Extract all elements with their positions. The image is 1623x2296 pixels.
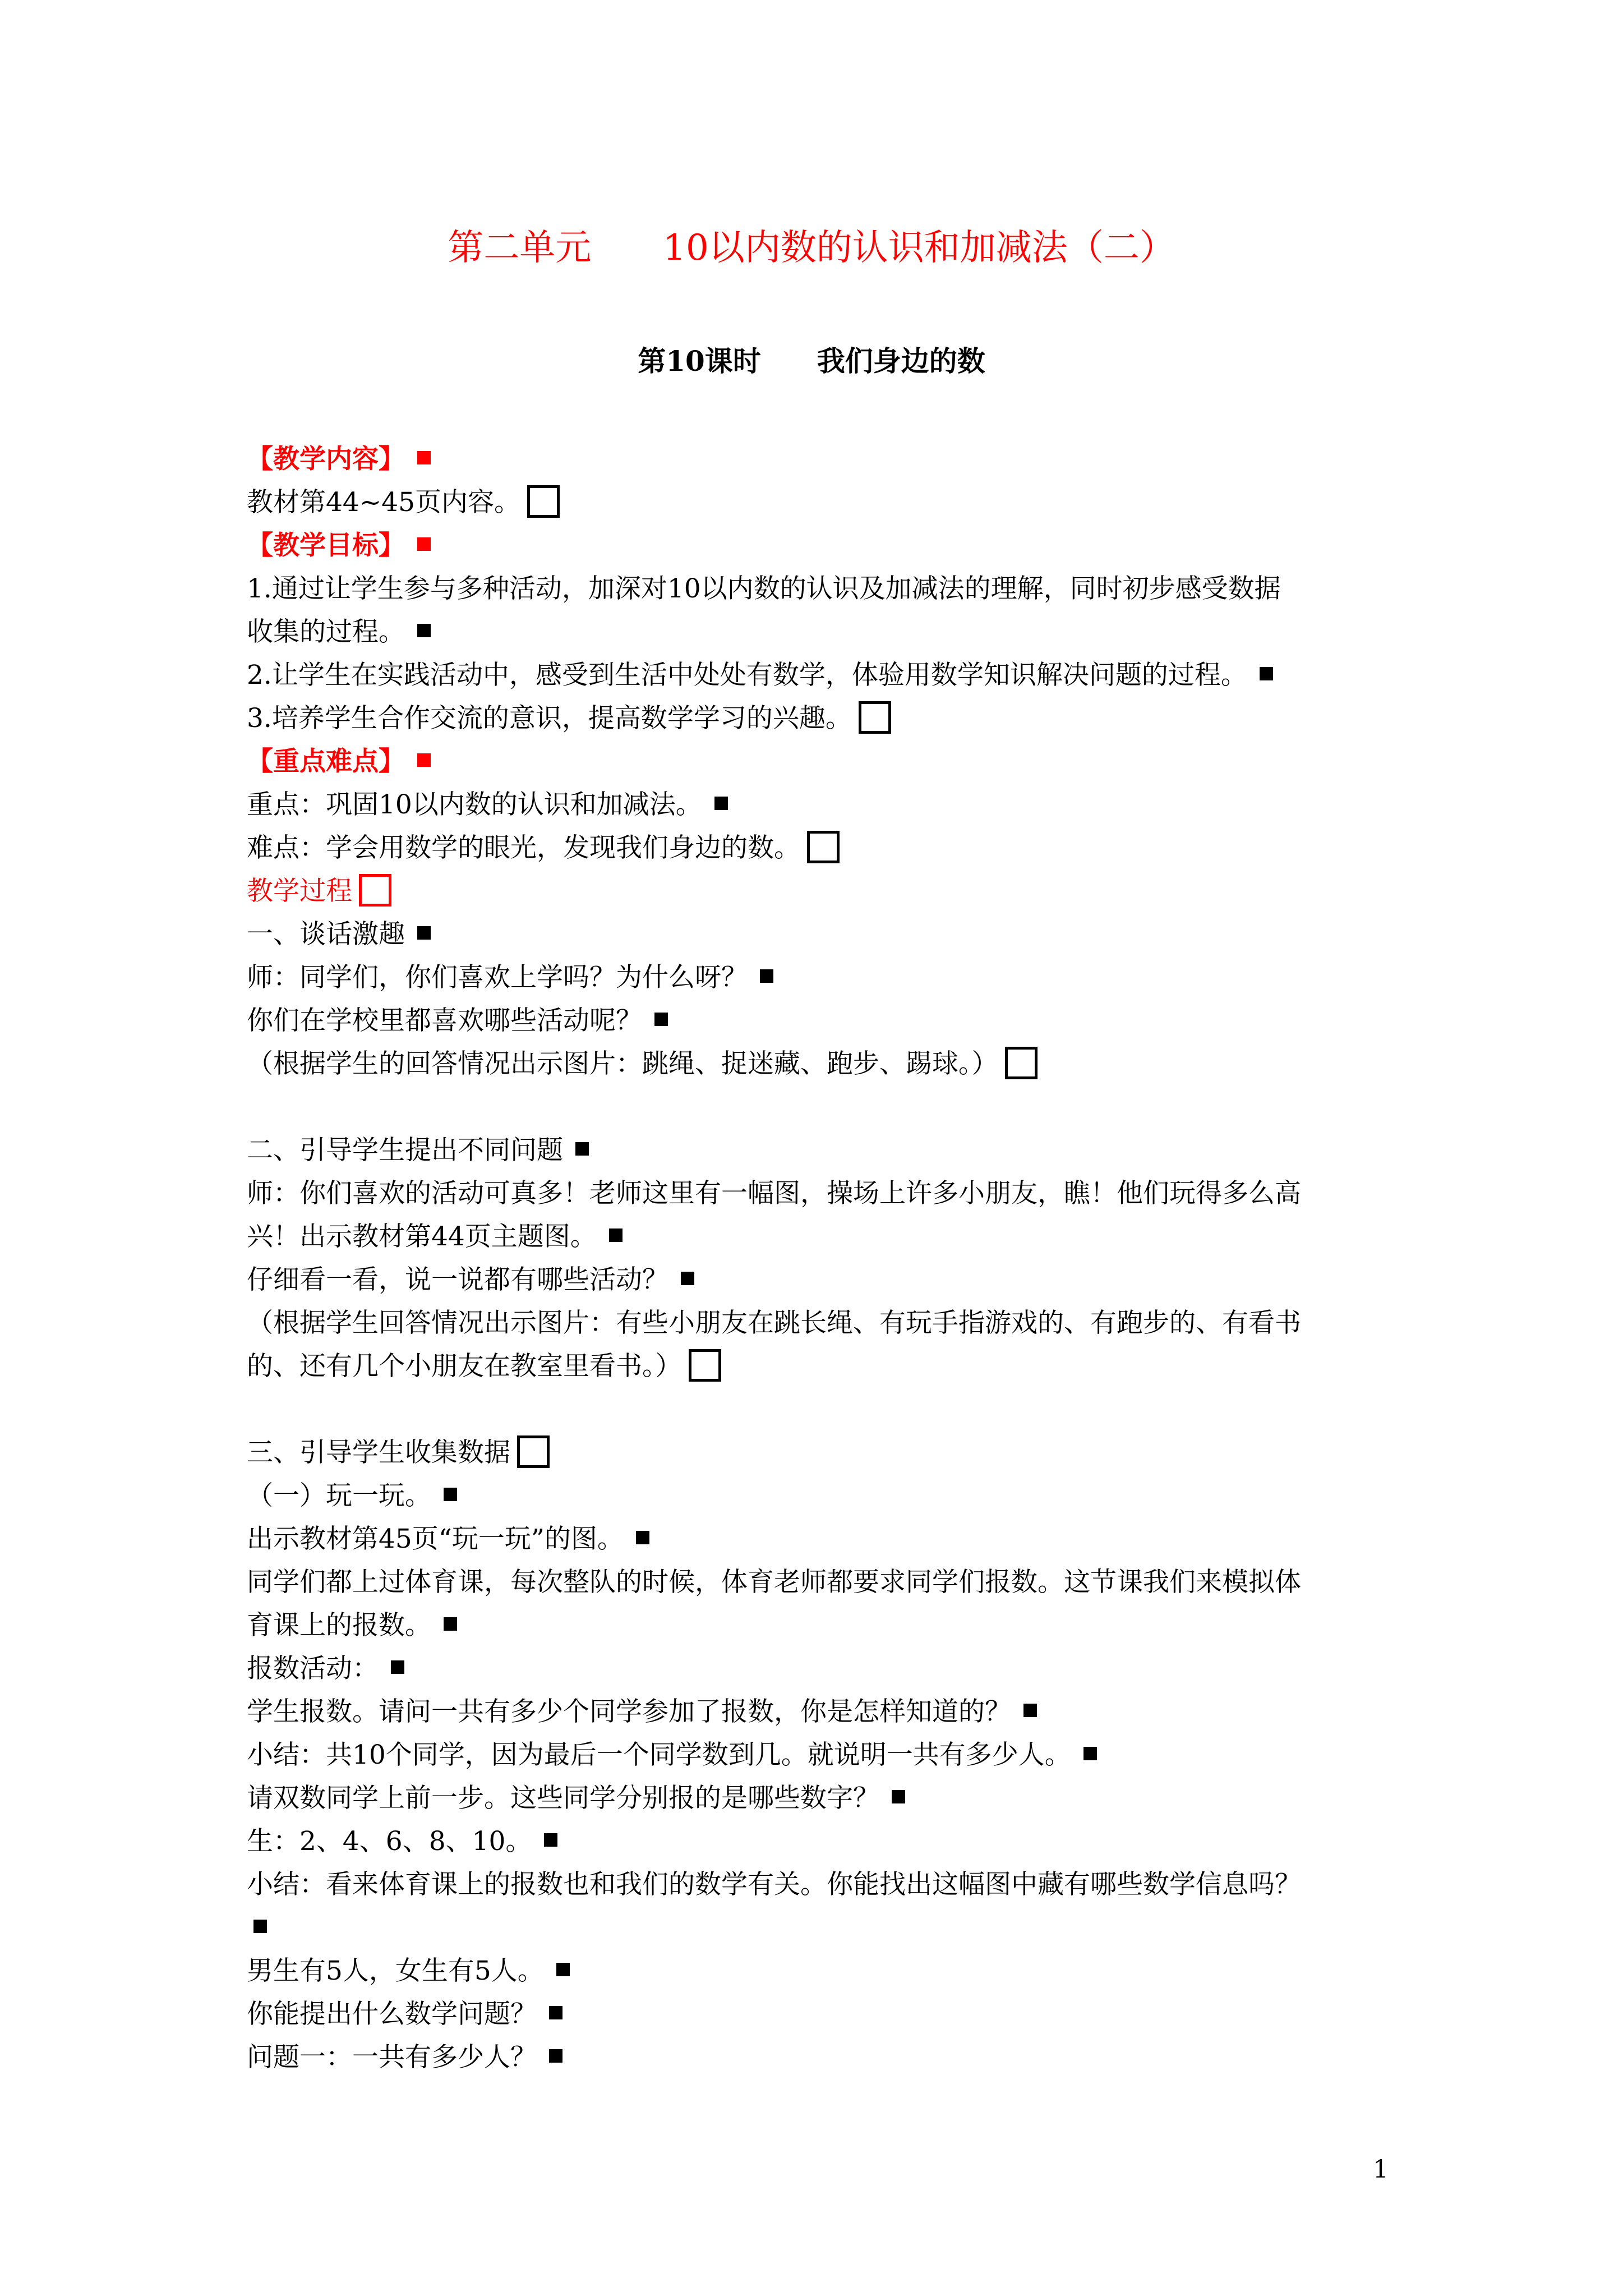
empty-box-marker [1005, 1047, 1038, 1079]
square-marker [253, 1920, 267, 1933]
part3-line-7: 小结：共10个同学，因为最后一个同学数到几。就说明一共有多少人。 [247, 1733, 1385, 1777]
red-square-marker [417, 537, 431, 551]
document-body [247, 438, 1385, 2079]
part2-heading: 二、引导学生提出不同问题 [247, 1129, 1385, 1172]
part3-line-11: 男生有5人，女生有5人。 [247, 1949, 1385, 1993]
square-marker [1023, 1704, 1037, 1717]
red-square-marker [417, 451, 431, 464]
part3-line-13: 问题一：一共有多少人？ [247, 2036, 1385, 2079]
square-marker [417, 926, 431, 940]
part3-line-10: 小结：看来体育课上的报数也和我们的数学有关。你能找出这幅图中藏有哪些数学信息吗？ [247, 1869, 1301, 1900]
square-marker [1260, 667, 1273, 680]
part2-line-5: 的、还有几个小朋友在教室里看书。） [247, 1345, 1385, 1388]
part3-line-9: 生：2、4、6、8、10。 [247, 1820, 1385, 1863]
empty-box-marker [859, 701, 891, 734]
part3-line-3: 同学们都上过体育课，每次整队的时候，体育老师都要求同学们报数。这节课我们来模拟体 [247, 1567, 1301, 1598]
part2-line-2: 兴！出示教材第44页主题图。 [247, 1215, 1385, 1258]
part1-line-2: 你们在学校里都喜欢哪些活动呢？ [247, 999, 1385, 1042]
goal-3: 3.培养学生合作交流的意识，提高数学学习的兴趣。 [247, 697, 1385, 740]
square-marker [609, 1228, 623, 1242]
content-text: 教材第44~45页内容。 [247, 481, 1385, 524]
red-box-marker [359, 874, 391, 907]
square-marker [654, 1013, 668, 1026]
part3-line-1: （一）玩一玩。 [247, 1474, 1385, 1517]
square-marker [444, 1617, 457, 1631]
page-number: 1 [1373, 2155, 1389, 2184]
lesson-title: 第10课时 我们身边的数 [638, 344, 985, 378]
square-marker [417, 624, 431, 637]
square-marker [391, 1660, 404, 1674]
part3-line-6: 学生报数。请问一共有多少个同学参加了报数，你是怎样知道的？ [247, 1690, 1385, 1733]
part3-line-12: 你能提出什么数学问题？ [247, 1993, 1385, 2036]
goals-heading: 【教学目标】 [247, 524, 1385, 567]
square-marker [444, 1488, 457, 1501]
content-heading: 【教学内容】 [247, 438, 1385, 481]
empty-box-marker [689, 1349, 721, 1382]
square-marker [636, 1531, 649, 1544]
part3-heading: 三、引导学生收集数据 [247, 1431, 1385, 1474]
red-square-marker [417, 753, 431, 767]
goal-2: 2.让学生在实践活动中，感受到生活中处处有数学，体验用数学知识解决问题的过程。 [247, 654, 1385, 697]
key-heading: 【重点难点】 [247, 740, 1385, 783]
part2-line-4: （根据学生回答情况出示图片：有些小朋友在跳长绳、有玩手指游戏的、有跑步的、有看书 [247, 1308, 1301, 1338]
part3-line-10-marker [247, 1906, 1385, 1949]
square-marker [714, 797, 728, 810]
key-point: 重点：巩固10以内数的认识和加减法。 [247, 783, 1385, 826]
goal-1-line-b: 收集的过程。 [247, 610, 1385, 654]
part3-line-8: 请双数同学上前一步。这些同学分别报的是哪些数字？ [247, 1777, 1385, 1820]
square-marker [575, 1142, 589, 1156]
unit-title: 第二单元 10以内数的认识和加减法（二） [448, 227, 1175, 269]
difficult-point: 难点：学会用数学的眼光，发现我们身边的数。 [247, 826, 1385, 869]
square-marker [549, 2006, 562, 2019]
part1-line-3: （根据学生的回答情况出示图片：跳绳、捉迷藏、跑步、踢球。） [247, 1042, 1385, 1085]
part1-heading: 一、谈话激趣 [247, 913, 1385, 956]
part2-line-3: 仔细看一看，说一说都有哪些活动？ [247, 1258, 1385, 1301]
empty-box-marker [807, 831, 840, 863]
part2-line-1: 师：你们喜欢的活动可真多！老师这里有一幅图，操场上许多小朋友，瞧！他们玩得多么高 [247, 1178, 1301, 1209]
part3-line-5: 报数活动： [247, 1647, 1385, 1690]
goal-1-line-a: 1.通过让学生参与多种活动，加深对10以内数的认识及加减法的理解，同时初步感受数据 [247, 573, 1281, 604]
empty-box-marker [527, 485, 560, 518]
square-marker [549, 2049, 562, 2063]
part3-line-2: 出示教材第45页“玩一玩”的图。 [247, 1517, 1385, 1561]
part1-line-1: 师：同学们，你们喜欢上学吗？为什么呀？ [247, 956, 1385, 999]
square-marker [760, 969, 773, 983]
square-marker [681, 1272, 694, 1285]
square-marker [544, 1833, 557, 1847]
part3-line-4: 育课上的报数。 [247, 1604, 1385, 1647]
square-marker [556, 1963, 570, 1976]
square-marker [1083, 1747, 1097, 1760]
square-marker [892, 1790, 905, 1803]
process-heading: 教学过程 [247, 869, 1385, 913]
empty-box-marker [517, 1435, 550, 1468]
